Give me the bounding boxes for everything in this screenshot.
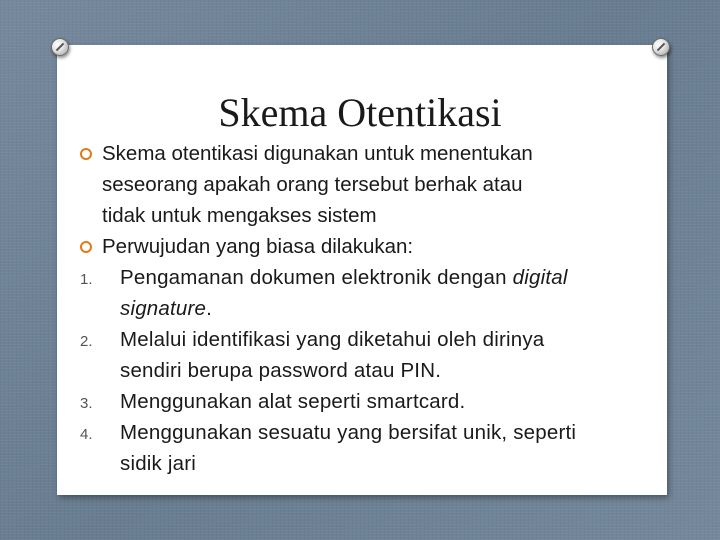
numbered-text-line: Menggunakan alat seperti smartcard. <box>120 390 466 413</box>
italic-segment: signature <box>120 297 207 320</box>
pushpin-icon <box>51 38 69 56</box>
text-segment: Pengamanan dokumen elektronik dengan <box>120 266 513 289</box>
numbered-text-line: sendiri berupa password atau PIN. <box>120 359 442 382</box>
numbered-text-line <box>120 262 658 293</box>
bullet-item <box>78 138 658 231</box>
numbered-text-line: Melalui identifikasi yang diketahui oleh dirinya <box>120 328 545 351</box>
bullet-text-line: Perwujudan yang biasa dilakukan: <box>102 235 414 258</box>
numbered-item <box>78 262 658 324</box>
numbered-text-line: sidik jari <box>120 452 197 475</box>
text-segment: . <box>206 297 213 320</box>
item-number: 4. <box>80 426 93 443</box>
numbered-text-line <box>120 293 658 324</box>
pushpin-icon <box>652 38 670 56</box>
slide-content <box>78 138 658 479</box>
circle-bullet-icon <box>80 148 92 160</box>
item-number: 3. <box>80 395 93 412</box>
italic-segment: digital <box>512 266 568 289</box>
bullet-item <box>78 231 658 262</box>
circle-bullet-icon <box>80 241 92 253</box>
item-number: 1. <box>80 271 93 288</box>
slide-title: Skema Otentikasi <box>218 90 502 135</box>
numbered-item <box>78 386 658 417</box>
numbered-text-line: Menggunakan sesuatu yang bersifat unik, seperti <box>120 421 577 444</box>
numbered-item <box>78 324 658 386</box>
bullet-text-line: Skema otentikasi digunakan untuk menentukan <box>102 142 533 165</box>
bullet-text-line: seseorang apakah orang tersebut berhak atau <box>102 173 523 196</box>
numbered-item <box>78 417 658 479</box>
item-number: 2. <box>80 333 93 350</box>
bullet-text-line: tidak untuk mengakses sistem <box>102 204 377 227</box>
